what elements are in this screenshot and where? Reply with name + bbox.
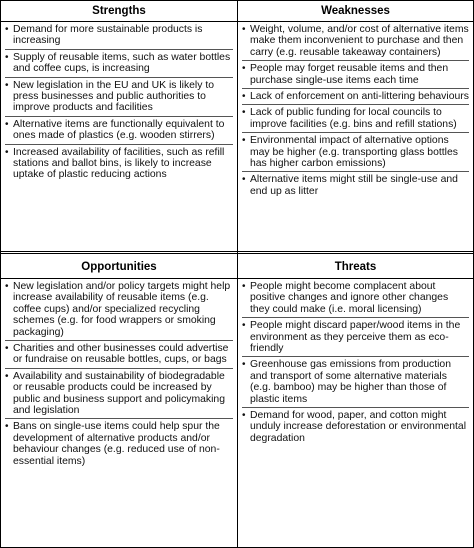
list-item-text: Demand for wood, paper, and cotton might unduly increase deforestation or environmental degradation [250, 410, 467, 444]
list-item-text: Availability and sustainability of biodegradable or reusable products could be increased by public and business support and policymaking and legislation [13, 370, 225, 417]
weaknesses-list [238, 22, 473, 199]
list-item [5, 24, 233, 50]
list-item-text: Greenhouse gas emissions from production and transport of some alternative materials (e.g. bamboo) may be higher than those of plastic items [250, 359, 451, 405]
list-item-text: New legislation and/or policy targets might help increase availability of reusable items (e.g. coffee cups) and/or specialized recycling schemes (e.g. for food wrappers or smoking packaging) [13, 281, 231, 338]
list-item-text: Increased availability of facilities, such as refill stations and ballot bins, is likely to increase uptake of plastic reducing actions [13, 146, 225, 181]
bullet-icon: • [242, 410, 246, 422]
bullet-icon: • [5, 24, 9, 35]
list-item [242, 24, 469, 61]
list-item-text: New legislation in the EU and UK is likely to press businesses and public authorities to improve products and facilities [13, 79, 214, 114]
bullet-icon: • [5, 118, 9, 130]
weaknesses-quadrant [238, 1, 473, 251]
list-item [5, 371, 233, 420]
list-item-text: Charities and other businesses could advertise or fundraise on reusable bottles, cups, or bags [13, 343, 229, 366]
list-item [242, 410, 469, 446]
bullet-icon: • [5, 146, 9, 158]
threats-quadrant [238, 254, 473, 547]
horizontal-divider [1, 251, 473, 252]
threats-heading: Threats [238, 254, 473, 279]
list-item-text: Alternative items might still be single-use and end up as litter [250, 174, 458, 197]
list-item [242, 320, 469, 357]
list-item [242, 91, 469, 105]
list-item [242, 135, 469, 172]
list-item [5, 119, 233, 145]
opportunities-quadrant [1, 254, 237, 547]
bullet-icon: • [242, 24, 246, 35]
list-item-text: Weight, volume, and/or cost of alternative items make them inconvenient to purchase and then carry (e.g. reusable takeaway containers) [250, 24, 469, 58]
list-item [5, 147, 233, 183]
bullet-icon: • [5, 51, 9, 63]
list-item [242, 174, 469, 199]
list-item [242, 359, 469, 408]
list-item-text: Lack of enforcement on anti-littering behaviours [250, 91, 469, 103]
list-item-text: People may forget reusable items and then purchase single-use items each time [250, 63, 449, 86]
list-item-text: Environmental impact of alternative options may be higher (e.g. transporting glass bottles has higher carbon emissions) [250, 135, 458, 170]
bullet-icon: • [5, 421, 9, 433]
strengths-list [1, 22, 237, 183]
bullet-icon: • [242, 359, 246, 371]
list-item-text: Lack of public funding for local councils to improve facilities (e.g. bins and refill stations) [250, 107, 457, 130]
bullet-icon: • [242, 63, 246, 75]
list-item-text: Alternative items are functionally equivalent to ones made of plastics (e.g. wooden stirrers) [13, 118, 225, 142]
opportunities-list [1, 279, 237, 469]
bullet-icon: • [242, 281, 246, 292]
list-item [5, 52, 233, 78]
list-item [5, 343, 233, 369]
list-item [5, 421, 233, 469]
list-item [242, 63, 469, 89]
bullet-icon: • [242, 174, 246, 186]
list-item-text: People might become complacent about positive changes and ignore other changes they could make (i.e. moral licensing) [250, 281, 449, 315]
list-item-text: Bans on single-use items could help spur the development of alternative products and/or behaviour changes (e.g. reduced use of non-essential items) [13, 421, 220, 467]
weaknesses-heading: Weaknesses [238, 1, 473, 22]
bullet-icon: • [242, 135, 246, 147]
strengths-heading: Strengths [1, 1, 237, 22]
bullet-icon: • [5, 370, 9, 382]
bullet-icon: • [242, 320, 246, 332]
list-item-text: Supply of reusable items, such as water bottles and coffee cups, is increasing [13, 51, 231, 75]
list-item-text: People might discard paper/wood items in the environment as they perceive them as eco-friendly [250, 320, 461, 355]
list-item [5, 80, 233, 117]
list-item [242, 107, 469, 133]
bullet-icon: • [5, 343, 9, 355]
bullet-icon: • [5, 281, 9, 292]
list-item [5, 281, 233, 341]
strengths-quadrant [1, 1, 237, 251]
list-item-text: Demand for more sustainable products is increasing [13, 24, 203, 47]
bullet-icon: • [242, 91, 246, 103]
list-item [242, 281, 469, 318]
bullet-icon: • [242, 107, 246, 119]
opportunities-heading: Opportunities [1, 254, 237, 279]
threats-list [238, 279, 473, 446]
bullet-icon: • [5, 79, 9, 91]
